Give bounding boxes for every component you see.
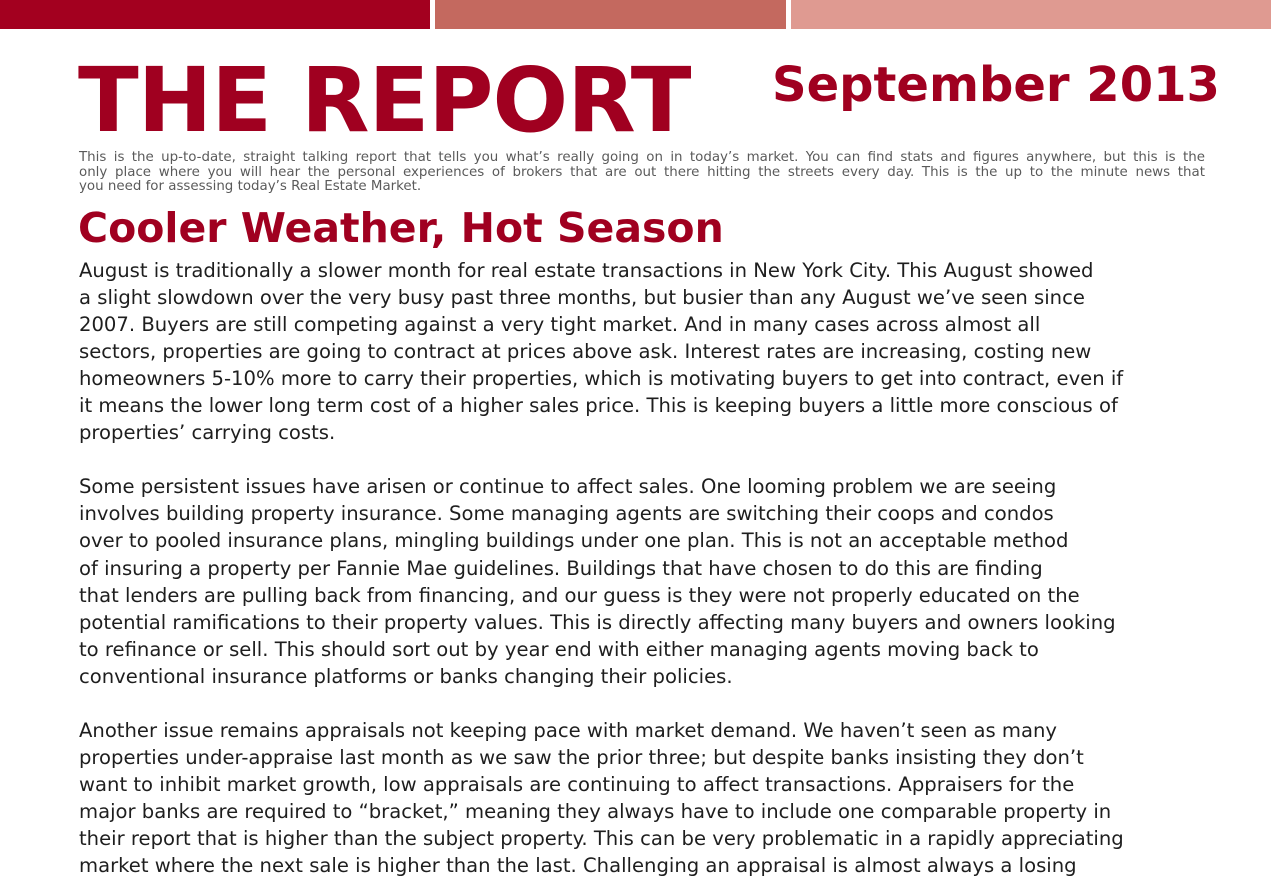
paragraph-line: properties’ carrying costs.	[79, 421, 336, 445]
color-bar-segment-mid	[435, 0, 786, 29]
paragraph-line: of insuring a property per Fannie Mae guidelines. Buildings that have chosen to do this are finding	[79, 556, 1043, 580]
header-color-bar	[0, 0, 1271, 29]
paragraph-line: properties under-appraise last month as we saw the prior three; but despite banks insisting they don’t	[79, 745, 1084, 769]
paragraph-line: it means the lower long term cost of a higher sales price. This is keeping buyers a little more conscious of	[79, 394, 1118, 418]
intro-blurb	[79, 151, 1205, 195]
paragraph-line: homeowners 5-10% more to carry their properties, which is motivating buyers to get into contract, even if	[79, 367, 1124, 391]
paragraph-line: potential ramifications to their property values. This is directly affecting many buyers and owners looking	[79, 610, 1116, 634]
article-heading: Cooler Weather, Hot Season	[78, 204, 724, 252]
paragraph-line: Some persistent issues have arisen or continue to affect sales. One looming problem we are seeing	[79, 475, 1057, 499]
article-paragraph	[79, 717, 1209, 879]
paragraph-line: market where the next sale is higher than the last. Challenging an appraisal is almost always a losing	[79, 854, 1077, 878]
paragraph-line: over to pooled insurance plans, mingling buildings under one plan. This is not an acceptable method	[79, 529, 1069, 553]
paragraph-line: Another issue remains appraisals not keeping pace with market demand. We haven’t seen as many	[79, 718, 1058, 742]
paragraph-line: their report that is higher than the subject property. This can be very problematic in a rapidly appreciating	[79, 826, 1124, 850]
paragraph-line: to refinance or sell. This should sort out by year end with either managing agents moving back to	[79, 637, 1039, 661]
paragraph-line: sectors, properties are going to contract at prices above ask. Interest rates are increasing, costing new	[79, 340, 1092, 364]
paragraph-gap	[79, 446, 1209, 473]
paragraph-line: that lenders are pulling back from financing, and our guess is they were not properly educated on the	[79, 583, 1080, 607]
paragraph-gap	[79, 690, 1209, 717]
issue-date: September 2013	[772, 57, 1220, 113]
color-bar-segment-light	[791, 0, 1271, 29]
paragraph-line: major banks are required to “bracket,” meaning they always have to include one comparable property in	[79, 799, 1112, 823]
article-paragraph	[79, 473, 1209, 689]
article-paragraph	[79, 257, 1209, 446]
intro-line: you need for assessing today’s Real Estate Market.	[79, 179, 422, 194]
paragraph-line: conventional insurance platforms or banks changing their policies.	[79, 664, 733, 688]
paragraph-line: 2007. Buyers are still competing against a very tight market. And in many cases across almost all	[79, 313, 1041, 337]
article-body	[79, 257, 1209, 879]
masthead-title: THE REPORT	[78, 48, 691, 152]
intro-line: only place where you will hear the personal experiences of brokers that are out there hitting the streets every day. This is the up to the minute news that	[79, 164, 1205, 180]
paragraph-line: want to inhibit market growth, low appraisals are continuing to affect transactions. Appraisers for the	[79, 772, 1075, 796]
color-bar-segment-dark	[0, 0, 430, 29]
paragraph-line: a slight slowdown over the very busy past three months, but busier than any August we’ve seen since	[79, 286, 1085, 310]
paragraph-line: involves building property insurance. Some managing agents are switching their coops and condos	[79, 502, 1054, 526]
intro-line: This is the up-to-date, straight talking report that tells you what’s really going on in today’s market. You can find stats and figures anywhere, but this is the	[79, 150, 1205, 165]
paragraph-line: August is traditionally a slower month for real estate transactions in New York City. This August showed	[79, 259, 1094, 282]
